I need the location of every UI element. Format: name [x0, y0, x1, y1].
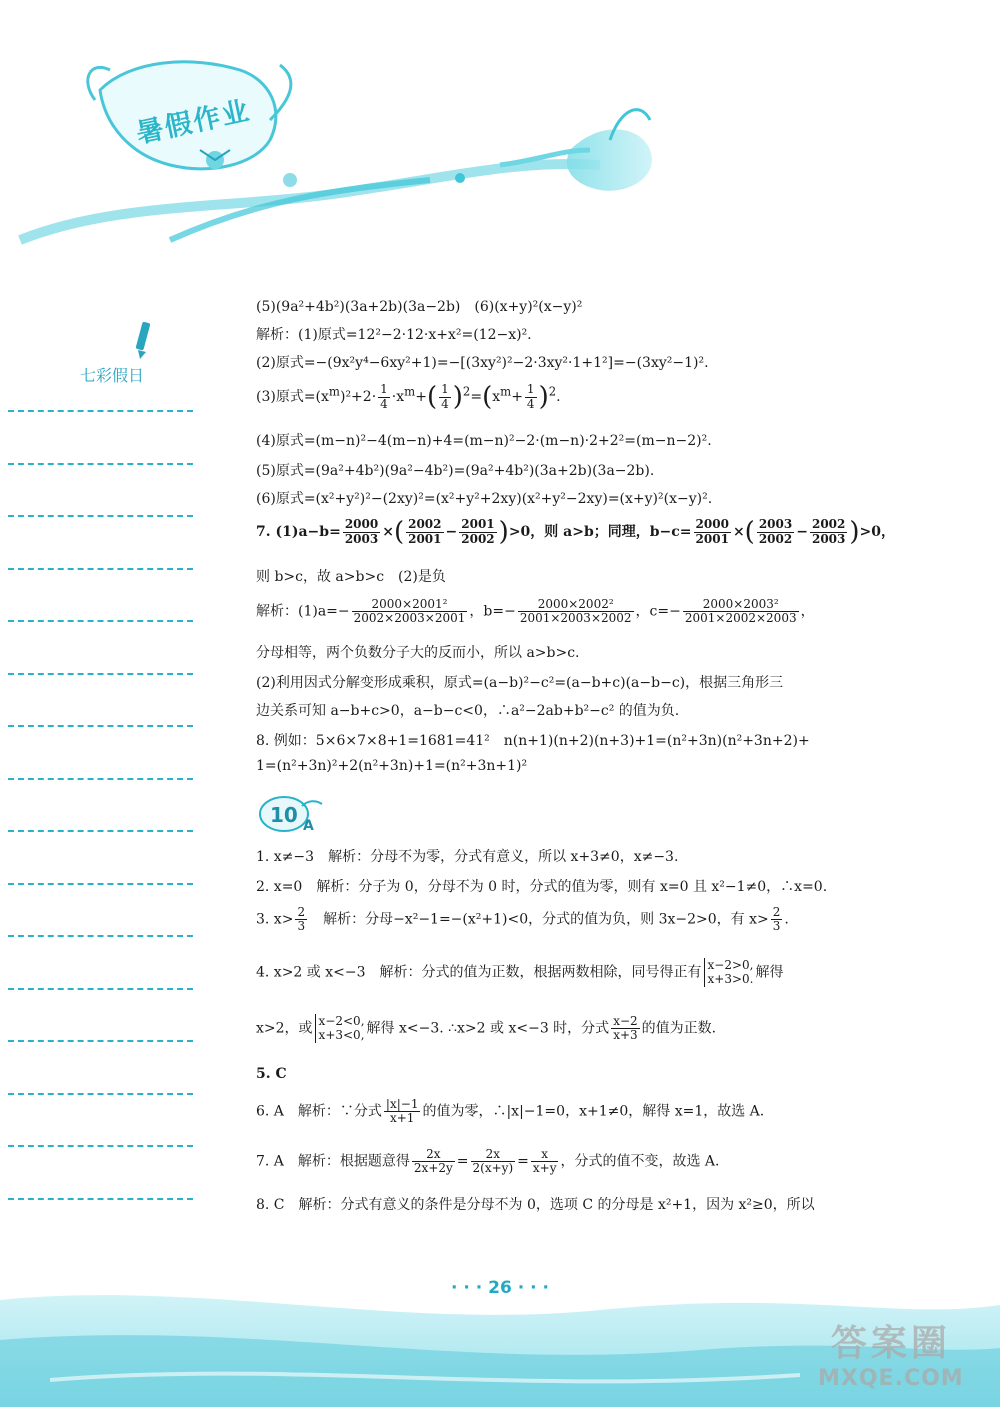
- text: x−2<0,: [318, 1014, 365, 1028]
- denominator: 3: [297, 919, 306, 934]
- line-9: [256, 566, 446, 586]
- denominator: 2002: [461, 531, 495, 546]
- text: x+3>0.: [707, 972, 754, 987]
- denominator: 2001: [695, 531, 729, 546]
- numerator: 2002: [811, 517, 846, 532]
- fraction: [611, 1015, 639, 1042]
- line-10: [256, 598, 815, 625]
- text: +: [415, 389, 427, 405]
- denominator: x+y: [532, 1161, 557, 1176]
- denominator: 2003: [344, 531, 379, 546]
- text: =: [517, 1153, 529, 1170]
- watermark-logo-text: 答案圈: [830, 1323, 951, 1364]
- note-line: [8, 515, 193, 517]
- s-line-6: [256, 1066, 287, 1082]
- text: =: [470, 389, 483, 405]
- numerator: 2001: [461, 517, 495, 532]
- note-line: [8, 988, 193, 990]
- watermark: [818, 1315, 964, 1391]
- text: 5. C: [256, 1066, 287, 1082]
- numerator: 2: [772, 905, 781, 919]
- text: (2)原式=−(9x²y⁴−6xy²+1)=−[(3xy²)²−2·3xy²·1+1²]=−(3xy²−1)².: [256, 355, 709, 371]
- text: 解析：(1)a=−: [256, 603, 350, 620]
- text: >0，: [859, 524, 896, 540]
- text: x>2，或: [256, 1020, 313, 1037]
- line-1: [256, 296, 582, 316]
- denominator: 2002: [758, 531, 793, 546]
- numerator: 1: [441, 382, 449, 397]
- s-line-7: [256, 1098, 764, 1125]
- text: (4)原式=(m−n)²−4(m−n)+4=(m−n)²−2·(m−n)·2+2²=(m−n−2)².: [256, 433, 712, 449]
- note-line: [8, 1198, 193, 1200]
- section-badge: [256, 792, 326, 834]
- denominator: 2002×2003×2001: [353, 611, 466, 626]
- fraction: [412, 1148, 455, 1175]
- text: 6. A 解析：∵分式: [256, 1103, 382, 1120]
- text: ×: [382, 524, 394, 540]
- fraction: [295, 906, 307, 933]
- line-12: [256, 672, 783, 692]
- text: (5)(9a²+4b²)(3a+2b)(3a−2b) (6)(x+y)²(x−y)²: [256, 299, 583, 315]
- numerator: 1: [380, 382, 388, 397]
- text: ，分式的值不变，故选 A.: [560, 1153, 720, 1170]
- text: 解析：分母−x²−1=−(x²+1)<0，分式的值为负，则 3x−2>0，有 x>: [309, 911, 769, 928]
- numerator: 2003: [758, 517, 793, 532]
- note-line: [8, 568, 193, 570]
- denominator: 2003: [811, 531, 846, 546]
- denominator: 4: [441, 396, 449, 411]
- denominator: 2001×2003×2002: [519, 611, 632, 626]
- fraction: [757, 518, 794, 545]
- page-number: · · · 26 · · ·: [451, 1278, 549, 1298]
- text: 的值为零，∴|x|−1=0，x+1≠0，解得 x=1，故选 A.: [422, 1103, 765, 1120]
- line-11: [256, 642, 580, 662]
- fraction: [378, 383, 390, 410]
- text: 4. x>2 或 x<−3 解析：分式的值为正数，根据两数相除，同号得正有: [256, 964, 702, 981]
- watermark-url: MXQE.COM: [818, 1366, 964, 1391]
- line-4: (3)原式$=(x^m)^2+2\cdot$ $\frac{1}{4}$ $\cdot x^m+$( $\frac{1}{4}$ )$^2=(x^m+$ $\frac{1}{4}$ )$^2$.: [256, 382, 561, 412]
- fraction: [810, 518, 847, 545]
- s-line-1: [256, 846, 678, 866]
- text: 解得: [755, 964, 784, 981]
- note-line: [8, 1040, 193, 1042]
- fraction: [694, 518, 731, 545]
- note-line: [8, 673, 193, 675]
- note-line: [8, 463, 193, 465]
- denominator: 2001: [408, 531, 442, 546]
- fraction: [518, 598, 634, 625]
- numerator: 2: [297, 905, 306, 919]
- numerator: 2000: [695, 517, 729, 532]
- text: .: [556, 389, 561, 405]
- text: 解析：(1)原式=12²−2·12·x+x²=(12−x)².: [256, 327, 532, 343]
- fraction: [406, 518, 443, 545]
- text: ·x: [391, 389, 405, 405]
- line-6: [256, 460, 654, 480]
- s-line-3: [256, 906, 789, 933]
- exponent: m: [500, 384, 512, 399]
- fraction: [531, 1148, 559, 1175]
- line-8: 7. (1)a−b= $\frac{2000}{2003}$ ×( $\frac{2002}{2001}$ − $\frac{2001}{2002}$ )>0，则 a>b；同理，b−c= $\frac{2000}{2001}$ ×( $\frac{2003}{2002}$ − $\frac{2002}{2003}$ )>0，: [256, 517, 896, 547]
- fraction: [771, 906, 783, 933]
- denominator: 4: [526, 396, 535, 411]
- text: x+3<0,: [318, 1028, 365, 1043]
- numerator: 1: [526, 382, 535, 397]
- s-line-4: [256, 958, 783, 987]
- note-line: [8, 830, 193, 832]
- sidebar-label: 七彩假日: [80, 366, 145, 385]
- text: x−2>0,: [707, 958, 754, 972]
- text: ×: [732, 524, 745, 540]
- text: 8. C 解析：分式有意义的条件是分母不为 0，选项 C 的分母是 x²+1，因为 x²≥0，所以: [256, 1197, 815, 1213]
- text: >0，则 a>b；同理，b−c=: [508, 524, 692, 540]
- text: 3. x>: [256, 911, 294, 928]
- fraction: [683, 598, 799, 625]
- note-line: [8, 1145, 193, 1147]
- text: 的值为正数.: [641, 1020, 717, 1037]
- line-15: [256, 758, 527, 774]
- numerator: |x|−1: [385, 1097, 419, 1111]
- line-14: [256, 730, 810, 750]
- denominator: 2x+2y: [413, 1161, 453, 1176]
- numerator: 2000: [344, 517, 379, 532]
- note-line: [8, 778, 193, 780]
- note-line: [8, 935, 193, 937]
- note-line: [8, 883, 193, 885]
- numerator: 2000×2002²: [518, 598, 634, 612]
- line-13: [256, 700, 679, 720]
- text: 则 b>c，故 a>b>c (2)是负: [256, 569, 446, 585]
- note-line: [8, 1093, 193, 1095]
- numerator: x: [531, 1148, 559, 1162]
- exponent: m: [328, 384, 340, 399]
- text: 2. x=0 解析：分子为 0，分母不为 0 时，分式的值为零，则有 x=0 且 x²−1≠0，∴x=0.: [256, 879, 828, 895]
- fraction: [352, 598, 468, 625]
- fraction: [471, 1148, 516, 1175]
- text: (6)原式=(x²+y²)²−(2xy)²=(x²+y²+2xy)(x²+y²−2xy)=(x+y)²(x−y)².: [256, 491, 713, 507]
- numerator: 2000×2003²: [683, 598, 799, 612]
- line-3: [256, 352, 709, 372]
- numerator: 2x: [412, 1148, 455, 1162]
- fraction: [384, 1098, 421, 1125]
- s-line-5: [256, 1014, 716, 1043]
- numerator: 2002: [408, 517, 442, 532]
- text: ，b=−: [469, 603, 516, 620]
- s-line-9: [256, 1194, 815, 1214]
- denominator: 2(x+y): [472, 1161, 514, 1176]
- text: ，: [800, 603, 815, 620]
- line-7: [256, 488, 712, 508]
- denominator: x+3: [613, 1027, 638, 1042]
- note-line: [8, 410, 193, 412]
- denominator: 2001×2002×2003: [684, 611, 797, 626]
- text: (3)原式=(x: [256, 389, 329, 405]
- inequality-system: [704, 958, 754, 987]
- text: 分母相等，两个负数分子大的反而小，所以 a>b>c.: [256, 645, 580, 661]
- denominator: 3: [772, 919, 781, 934]
- exponent: m: [404, 384, 416, 399]
- denominator: x+1: [389, 1111, 415, 1126]
- s-line-8: [256, 1148, 720, 1175]
- text: 7. A 解析：根据题意得: [256, 1153, 410, 1170]
- fraction: [439, 383, 451, 410]
- text: 8. 例如：5×6×7×8+1=1681=41² n(n+1)(n+2)(n+3)+1=(n²+3n)(n²+3n+2)+: [256, 733, 810, 749]
- text: (5)原式=(9a²+4b²)(9a²−4b²)=(9a²+4b²)(3a+2b)(3a−2b).: [256, 463, 655, 479]
- line-2: [256, 324, 532, 344]
- pen-icon: [132, 320, 154, 360]
- text: 1=(n²+3n)²+2(n²+3n)+1=(n²+3n+1)²: [256, 758, 528, 774]
- fraction: [343, 518, 380, 545]
- fraction: [525, 383, 537, 410]
- numerator: 2x: [471, 1148, 516, 1162]
- text: =: [456, 1153, 469, 1170]
- text: 边关系可知 a−b+c>0，a−b−c<0，∴a²−2ab+b²−c² 的值为负.: [256, 703, 680, 719]
- inequality-system: [315, 1014, 365, 1043]
- denominator: 4: [380, 396, 388, 411]
- numerator: 2000×2001²: [352, 598, 468, 612]
- section-letter: A: [303, 818, 314, 834]
- note-line: [8, 725, 193, 727]
- text: 7. (1)a−b=: [256, 524, 341, 540]
- numerator: x−2: [613, 1013, 638, 1028]
- section-number: 10: [270, 803, 298, 827]
- text: (2)利用因式分解变形成乘积，原式=(a−b)²−c²=(a−b+c)(a−b−c)，根据三角形三: [256, 675, 784, 691]
- text: )²+2·: [339, 389, 377, 405]
- s-line-2: [256, 876, 827, 896]
- text: 解得 x<−3. ∴x>2 或 x<−3 时，分式: [366, 1020, 610, 1037]
- fraction: [459, 518, 496, 545]
- text: ，c=−: [635, 603, 681, 620]
- text: .: [784, 911, 789, 928]
- line-5: [256, 430, 712, 450]
- text: 1. x≠−3 解析：分母不为零，分式有意义，所以 x+3≠0，x≠−3.: [256, 849, 679, 865]
- note-line: [8, 620, 193, 622]
- banner-title: 暑假作业: [133, 95, 254, 150]
